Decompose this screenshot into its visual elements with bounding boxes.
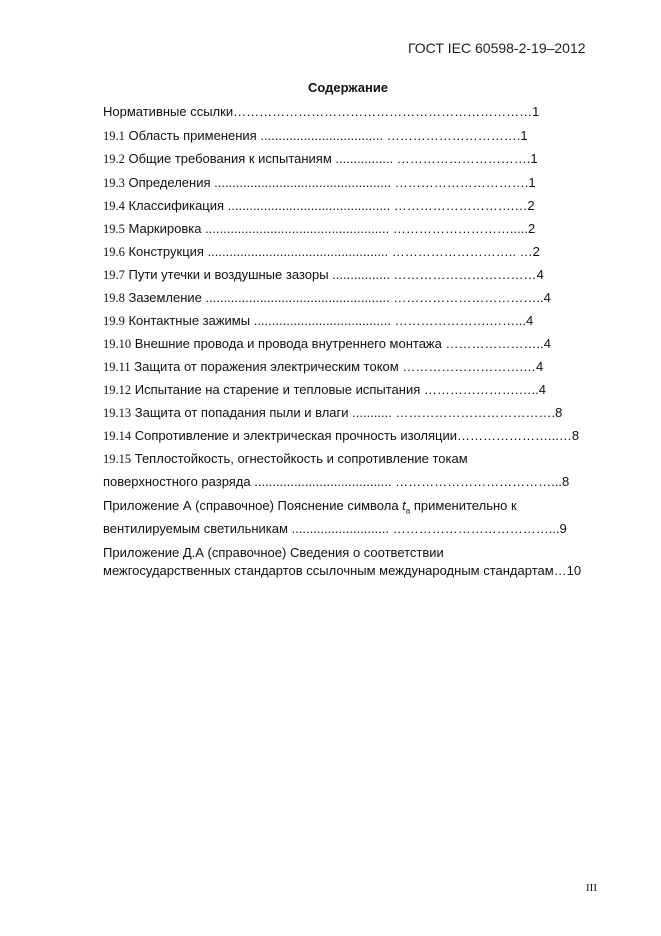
toc-entry-number: 19.11 (103, 360, 131, 374)
page-number: III (586, 882, 597, 894)
toc-entry[interactable] (103, 474, 569, 490)
toc-entry-number: 19.7 (103, 268, 125, 282)
toc-entry-label: Пути утечки и воздушные зазоры (124, 267, 333, 282)
toc-entry-label: Классификация (124, 198, 225, 213)
toc-entry[interactable] (103, 451, 468, 467)
toc-entry-leader: ................ …………………………. (331, 151, 531, 166)
toc-entry-label: Общие требования к испытаниям (124, 151, 332, 166)
document-id-header: ГОСТ IEC 60598-2-19–2012 (408, 40, 586, 56)
toc-entry-leader: ................................................... …………………………….. (205, 290, 544, 305)
toc-entry-number: 19.13 (103, 406, 132, 420)
annex-da-line1: Приложение Д.А (справочное) Сведения о соответствии (103, 545, 444, 560)
toc-entry-number: 19.9 (103, 314, 125, 328)
toc-entry[interactable] (103, 198, 535, 214)
toc-entry-annex-da-cont[interactable] (103, 563, 581, 579)
toc-entry-label: Маркировка (124, 221, 206, 236)
toc-entry-number: 19.14 (103, 429, 132, 443)
toc-entry-leader: .................................. …………………………. (260, 128, 521, 143)
toc-entry[interactable] (103, 104, 539, 120)
toc-entry-leader: ...................................... ………………….……... (253, 313, 527, 328)
toc-entry-leader: .................................................. ……………………….. … (207, 244, 533, 259)
toc-entry-page: 4 (526, 313, 534, 328)
toc-entry-annex-a-cont[interactable] (103, 521, 567, 537)
toc-entry-label: Область применения (124, 128, 261, 143)
toc-entry-label: Нормативные ссылки (103, 104, 234, 119)
toc-entry-page: 9 (559, 521, 567, 536)
toc-entry-page: 8 (555, 405, 563, 420)
toc-entry[interactable] (103, 175, 536, 191)
toc-entry-page: 4 (535, 359, 544, 374)
annex-a-text: Приложение А (справочное) Пояснение символа (103, 498, 403, 513)
toc-entry[interactable] (103, 244, 540, 260)
toc-entry[interactable] (103, 336, 551, 352)
toc-entry-page: 8 (561, 474, 570, 489)
toc-entry[interactable] (103, 428, 579, 444)
toc-entry-page: 1 (530, 151, 538, 166)
toc-entry[interactable] (103, 267, 544, 283)
toc-entry[interactable] (103, 151, 538, 167)
toc-entry-page: 2 (527, 221, 536, 236)
toc-entry-number: 19.1 (103, 129, 125, 143)
toc-entry-label: Сопротивление и электрическая прочность изоляции (131, 428, 458, 443)
annex-da-line2: межгосударственных стандартов ссылочным международным стандартам… (103, 563, 567, 578)
toc-entry-page: 2 (527, 198, 535, 213)
toc-entry-page: 4 (536, 267, 544, 282)
toc-entry-number: 19.2 (103, 152, 125, 166)
symbol-subscript: a (405, 506, 411, 516)
toc-entry-number: 19.8 (103, 291, 125, 305)
toc-entry[interactable] (103, 313, 533, 329)
toc-entry-label: Контактные зажимы (124, 313, 254, 328)
symbol-t: t (402, 498, 406, 513)
toc-entry-page: 8 (571, 428, 580, 443)
toc-entry-annex-a[interactable] (103, 498, 517, 520)
toc-entry-label: Заземление (124, 290, 206, 305)
toc-entry-number: 19.3 (103, 176, 125, 190)
toc-entry-leader: ................................................... ………………………..... (205, 221, 528, 236)
toc-entry-label: Конструкция (124, 244, 208, 259)
toc-entry-leader: ........... ………………………………. (348, 405, 556, 420)
toc-entry-leader: ………………….….. (420, 382, 539, 397)
toc-entry-label: Внешние провода и провода внутреннего монтажа (131, 336, 442, 351)
page-title: Содержание (307, 80, 389, 95)
toc-entry-label: Определения (124, 175, 215, 190)
toc-entry-leader: …………………...… (457, 428, 572, 443)
toc-entry-number: 19.15 (103, 452, 132, 466)
toc-entry-label: Защита от поражения электрическим током (130, 359, 399, 374)
toc-entry-page: 1 (532, 104, 540, 119)
toc-entry-annex-da[interactable] (103, 545, 444, 561)
toc-entry[interactable] (103, 290, 551, 306)
toc-entry-leader: ................ …………………………… (332, 267, 537, 282)
toc-entry-page: 4 (543, 290, 551, 305)
toc-entry-page: 1 (520, 128, 528, 143)
toc-entry-leader: ...................................... ………………………………... (250, 474, 562, 489)
toc-entry-leader: ………………….. (441, 336, 544, 351)
toc-entry-number: 19.5 (103, 222, 125, 236)
toc-entry-leader: ........................... ………………………………... (287, 521, 560, 536)
toc-entry-leader: ............................................. ……………………….… (224, 198, 528, 213)
toc-entry-number: 19.12 (103, 383, 132, 397)
toc-entry-page: 1 (528, 175, 536, 190)
toc-entry-page: 4 (543, 336, 551, 351)
toc-entry[interactable] (103, 382, 546, 398)
toc-entry-label: поверхностного разряда (103, 474, 251, 489)
toc-entry[interactable] (103, 359, 543, 375)
toc-entry-page: 10 (566, 563, 582, 578)
toc-entry-leader: …………………………………………………………… (233, 104, 533, 119)
toc-entry-page: 2 (532, 244, 540, 259)
toc-entry[interactable] (103, 405, 562, 421)
toc-entry-number: 19.4 (103, 199, 125, 213)
toc-entry-page: 4 (538, 382, 546, 397)
toc-entry-label: Теплостойкость, огнестойкость и сопротивление токам (131, 451, 468, 466)
annex-a-text-post: применительно к (410, 498, 517, 513)
toc-entry-number: 19.10 (103, 337, 132, 351)
toc-entry[interactable] (103, 128, 528, 144)
toc-entry-leader: ................................................. …………………………. (214, 175, 529, 190)
toc-entry-leader: ……………………….… (398, 359, 536, 374)
toc-entry-label: Испытание на старение и тепловые испытания (131, 382, 421, 397)
toc-entry-label: Защита от попадания пыли и влаги (131, 405, 349, 420)
toc-entry[interactable] (103, 221, 535, 237)
annex-a-line2: вентилируемым светильникам (103, 521, 288, 536)
toc-entry-number: 19.6 (103, 245, 125, 259)
